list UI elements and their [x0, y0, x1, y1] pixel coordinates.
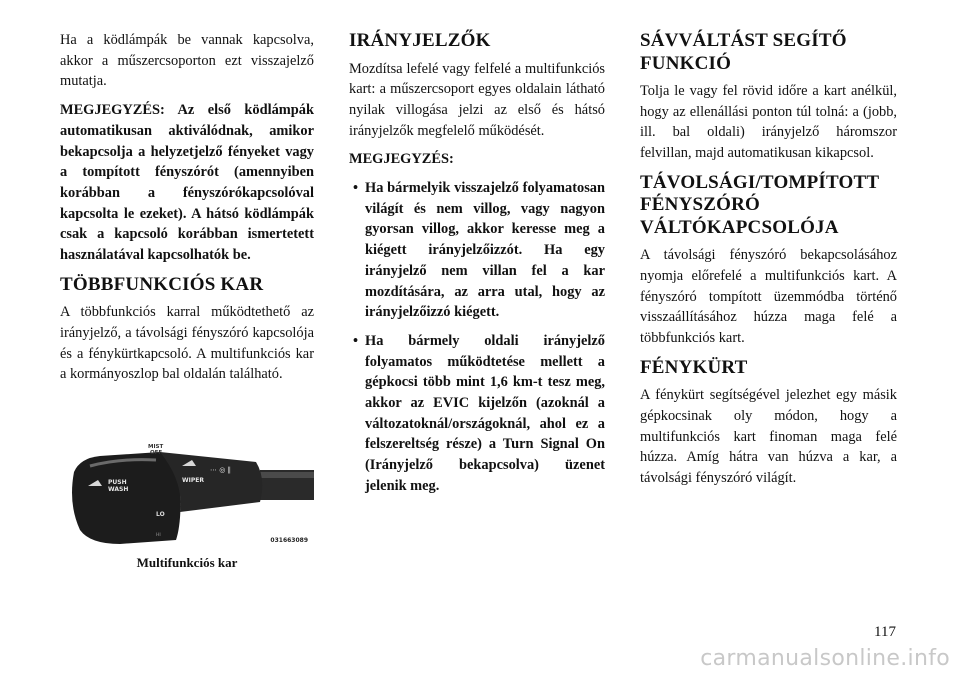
page-number: 117 [874, 624, 896, 640]
paragraph-turn-signals: Mozdítsa lefelé vagy felfelé a multifunkciós kart: a műszercsoport egyes oldalain látható nyilak villogása jelzi az első és hátsó irányjelzők megfelelő működését. [349, 60, 605, 139]
paragraph-beam-switch: A távolsági fényszóró bekapcsolásához nyomja előrefelé a multifunkciós kart. A fényszóró tompított üzemmódba történő visszaállításához húzza maga felé a többfunkciós kart. [640, 247, 897, 347]
heading-flash-to-pass: FÉNYKÜRT [640, 356, 748, 378]
lo-label: LO [156, 511, 165, 518]
heading-turn-signals: IRÁNYJELZŐK [349, 30, 491, 51]
wiper-label: WIPER [182, 477, 204, 484]
note-label: MEGJEGYZÉS: [349, 151, 454, 168]
figure-code: 031663089 [270, 537, 308, 544]
multifunction-lever-figure [60, 432, 314, 552]
lever-body [72, 452, 181, 544]
paragraph-flash-to-pass: A fénykürt segítségével jelezhet egy másik gépkocsinak oly módon, hogy a multifunkciós kart finoman maga felé húzza. Amíg hátra van húzva a kar, a távolsági fényszóró világít. [640, 387, 897, 487]
mist-off-label: MIST OFF [148, 444, 164, 456]
lever-shaft-highlight [260, 472, 314, 478]
bullet-icon: • [353, 332, 359, 349]
list-item: • Ha bármelyik visszajelző folyamatosan világít és nem villog, vagy nagyon gyorsan villog, akkor keresse meg a kiégett irányjelzőizzót. Ha egy irányjelző nem villan fel a kar mozdítására, az arra utal, hogy az irányjelzőizzó kiégett. [353, 180, 605, 321]
paragraph-fog-indicator: Ha a ködlámpák be vannak kapcsolva, akkor a műszercsoporton ezt visszajelző mutatja. [60, 32, 314, 90]
heading-lane-change: SÁVVÁLTÁST SEGÍTŐ FUNKCIÓ [640, 30, 847, 74]
lever-illustration [60, 432, 314, 552]
note-fog-lamps: MEGJEGYZÉS: Az első ködlámpák automatikusan aktiválódnak, amikor bekapcsolja a helyzetjelző fényeket vagy a tompított fényszórót (amennyiben korábban a fényszórókapcsolóval kapcsolta le ezeket). A hátsó ködlámpák csak a kapcsoló korábban ismertetett használatával kapcsolhatók be. [60, 102, 314, 264]
notes-list [349, 178, 605, 497]
push-wash-label: PUSH WASH [108, 479, 129, 493]
column-right [640, 30, 897, 497]
list-item: • Ha bármely oldali irányjelző folyamatos működtetése mellett a gépkocsi több mint 1,6 km-t tesz meg, akkor az EVIC kijelzőn (azoknál a változatoknál/országoknál, ahol ez a felszereltség része) a Turn Signal On (Irányjelző bekapcsolva) üzenet jelenik meg. [353, 332, 605, 494]
heading-beam-switch: TÁVOLSÁGI/TOMPÍTOTT FÉNYSZÓRÓ VÁLTÓKAPCSOLÓJA [640, 171, 879, 238]
hi-label: HI [156, 533, 161, 538]
heading-multifunction-lever: TÖBBFUNKCIÓS KAR [60, 273, 264, 295]
paragraph-multifunction-lever: A többfunkciós karral működtethető az irányjelző, a távolsági fényszóró kapcsolója és a fénykürtkapcsoló. A multifunkciós kar a kormányoszlop bal oldalán található. [60, 304, 314, 383]
paragraph-lane-change: Tolja le vagy fel rövid időre a kart anélkül, hogy az ellenállási ponton túl tolná: a (jobb, ill. bal oldali) irányjelző háromszor felvillan, majd automatikusan kikapcsol. [640, 83, 897, 162]
column-left [60, 30, 314, 393]
bullet-icon: • [353, 180, 359, 197]
wiper-mode-icons: ⋯ ◎ ∥ [210, 466, 232, 474]
figure-caption: Multifunkciós kar [136, 555, 238, 570]
column-middle [349, 30, 605, 505]
watermark: carmanualsonline.info [700, 646, 950, 671]
